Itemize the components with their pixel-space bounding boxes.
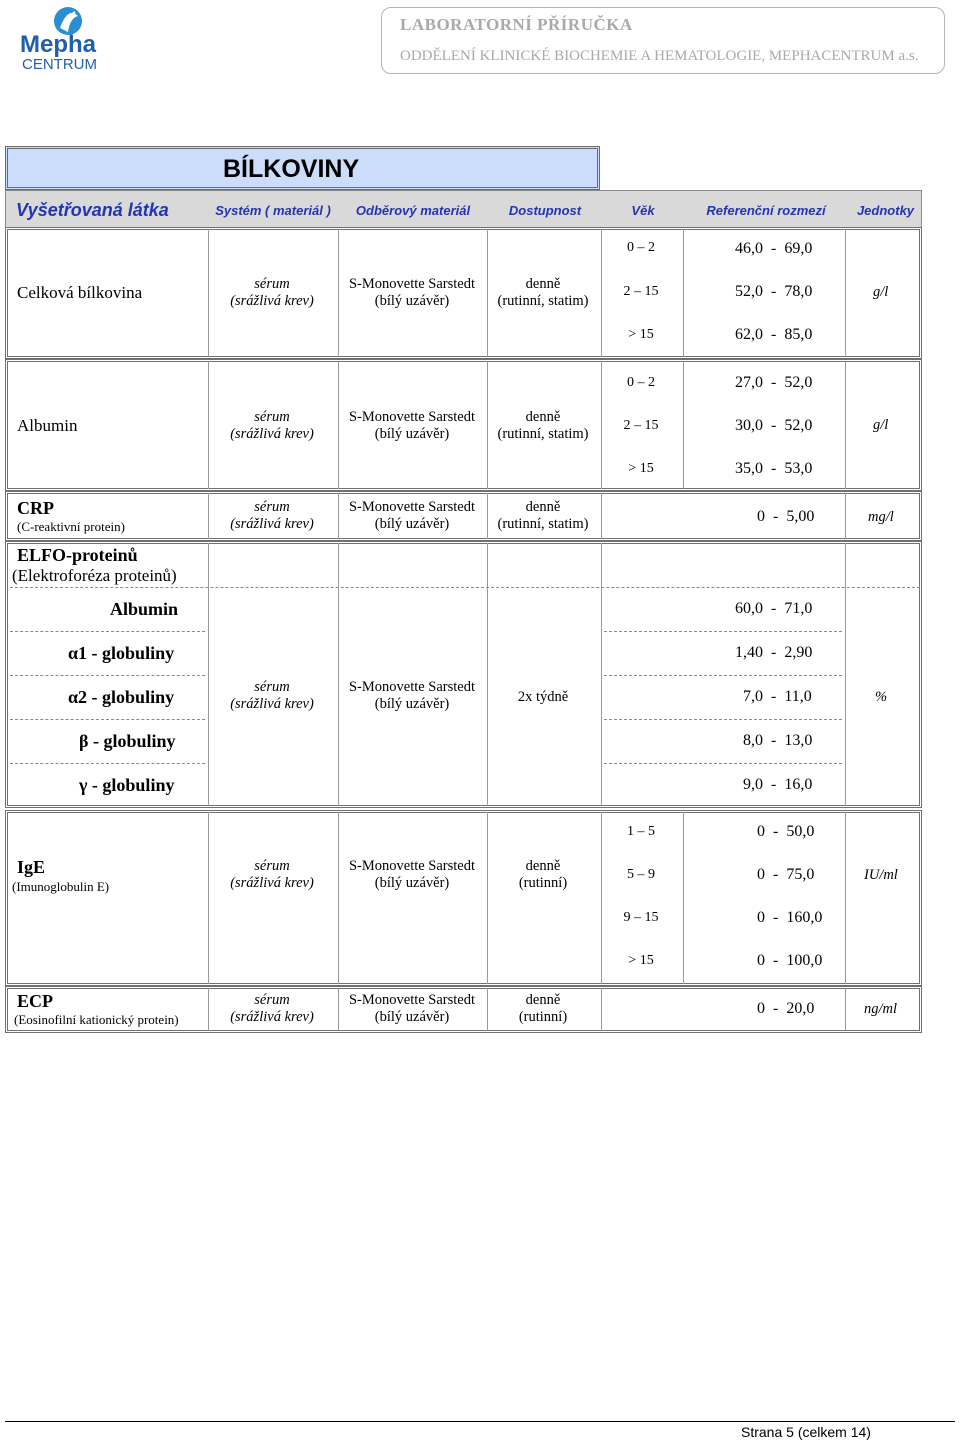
- header-subtitle: ODDĚLENÍ KLINICKÉ BIOCHEMIE A HEMATOLOGIE, MEPHACENTRUM a.s.: [400, 48, 919, 64]
- col-system: Systém ( materiál ): [215, 202, 331, 218]
- total-protein-unit: g/l: [873, 284, 889, 300]
- column-header-row: [5, 190, 922, 228]
- total-protein-age-3: > 15: [628, 327, 654, 342]
- elfo-range-alpha1: 1,40 - 2,90: [735, 644, 813, 661]
- crp-material: S-Monovette Sarstedt (bílý uzávěr): [348, 499, 476, 532]
- ige-age-2: 5 – 9: [627, 867, 655, 882]
- ige-range-4: 0 - 100,0: [757, 952, 823, 969]
- ige-subname: (Imunoglobulin E): [12, 879, 110, 894]
- ecp-unit: ng/ml: [864, 1001, 898, 1017]
- total-protein-range-2: 52,0 - 78,0: [735, 283, 813, 300]
- col-material: Odběrový materiál: [355, 202, 471, 218]
- albumin-age-1: 0 – 2: [627, 375, 655, 390]
- page-header: [381, 7, 945, 74]
- total-protein-name: Celková bílkovina: [17, 283, 143, 302]
- elfo-range-gamma: 9,0 - 16,0: [743, 776, 813, 793]
- header-title: LABORATORNÍ PŘÍRUČKA: [400, 15, 633, 34]
- elfo-range-beta: 8,0 - 13,0: [743, 732, 813, 749]
- elfo-subname: (Elektroforéza proteinů): [12, 566, 177, 585]
- elfo-fraction-alpha1: α1 - globuliny: [68, 643, 175, 663]
- elfo-fraction-gamma: γ - globuliny: [79, 775, 175, 795]
- ige-range-2: 0 - 75,0: [757, 866, 815, 883]
- ige-age-1: 1 – 5: [627, 824, 655, 839]
- albumin-system: sérum (srážlivá krev): [230, 409, 314, 442]
- elfo-system: sérum (srážlivá krev): [230, 679, 314, 712]
- col-substance: Vyšetřovaná látka: [16, 199, 169, 220]
- albumin-range-1: 27,0 - 52,0: [735, 374, 813, 391]
- crp-system: sérum (srážlivá krev): [230, 499, 314, 532]
- col-availability: Dostupnost: [508, 202, 582, 218]
- footer-divider: [5, 1421, 955, 1422]
- ecp-subname: (Eosinofilní kationický protein): [14, 1012, 179, 1027]
- elfo-range-albumin: 60,0 - 71,0: [735, 600, 813, 617]
- total-protein-system: sérum (srážlivá krev): [230, 276, 314, 309]
- ecp-system: sérum (srážlivá krev): [230, 992, 314, 1025]
- ecp-range: 0 - 20,0: [757, 1000, 815, 1017]
- elfo-fraction-beta: β - globuliny: [79, 731, 176, 751]
- albumin-range-3: 35,0 - 53,0: [735, 460, 813, 477]
- albumin-availability: denně (rutinní, statim): [497, 409, 589, 442]
- crp-unit: mg/l: [868, 509, 894, 525]
- ecp-availability: denně (rutinní): [518, 992, 568, 1025]
- albumin-material: S-Monovette Sarstedt (bílý uzávěr): [348, 409, 476, 442]
- elfo-fraction-alpha2: α2 - globuliny: [68, 687, 175, 707]
- col-units: Jednotky: [856, 202, 915, 218]
- col-age: Věk: [631, 202, 655, 218]
- section-title: BÍLKOVINY: [223, 155, 360, 183]
- albumin-age-3: > 15: [628, 461, 654, 476]
- ige-name: IgE: [17, 857, 46, 877]
- albumin-unit: g/l: [873, 417, 889, 433]
- total-protein-material: S-Monovette Sarstedt (bílý uzávěr): [348, 276, 476, 309]
- elfo-range-alpha2: 7,0 - 11,0: [743, 688, 812, 705]
- col-reference: Referenční rozmezí: [706, 202, 826, 218]
- elfo-name: ELFO-proteinů: [17, 545, 138, 565]
- elfo-material: S-Monovette Sarstedt (bílý uzávěr): [348, 679, 476, 712]
- ige-range-1: 0 - 50,0: [757, 823, 815, 840]
- elfo-unit: %: [875, 689, 888, 705]
- ige-material: S-Monovette Sarstedt (bílý uzávěr): [348, 858, 476, 891]
- total-protein-age-2: 2 – 15: [623, 284, 659, 299]
- albumin-range-2: 30,0 - 52,0: [735, 417, 813, 434]
- ige-range-3: 0 - 160,0: [757, 909, 823, 926]
- mepha-centrum-logo: [18, 4, 118, 74]
- ecp-material: S-Monovette Sarstedt (bílý uzávěr): [348, 992, 476, 1025]
- total-protein-range-3: 62,0 - 85,0: [735, 326, 813, 343]
- crp-subname: (C-reaktivní protein): [17, 519, 125, 534]
- elfo-availability: 2x týdně: [517, 689, 569, 705]
- section-title-box: [5, 146, 600, 190]
- total-protein-age-1: 0 – 2: [627, 240, 655, 255]
- albumin-age-2: 2 – 15: [623, 418, 659, 433]
- page-number: Strana 5 (celkem 14): [741, 1424, 871, 1440]
- ecp-name: ECP: [17, 991, 53, 1011]
- ige-age-4: > 15: [628, 953, 654, 968]
- ige-age-3: 9 – 15: [623, 910, 659, 925]
- elfo-fraction-albumin: Albumin: [110, 599, 179, 619]
- logo-text-centrum: CENTRUM: [22, 56, 97, 73]
- ige-system: sérum (srážlivá krev): [230, 858, 314, 891]
- crp-availability: denně (rutinní, statim): [497, 499, 589, 532]
- crp-range: 0 - 5,00: [757, 508, 815, 525]
- albumin-name: Albumin: [17, 416, 78, 435]
- logo-text-mepha: Mepha: [20, 31, 97, 58]
- total-protein-availability: denně (rutinní, statim): [497, 276, 589, 309]
- total-protein-range-1: 46,0 - 69,0: [735, 240, 813, 257]
- ige-availability: denně (rutinní): [518, 858, 568, 891]
- crp-name: CRP: [17, 498, 54, 518]
- ige-unit: IU/ml: [864, 867, 898, 883]
